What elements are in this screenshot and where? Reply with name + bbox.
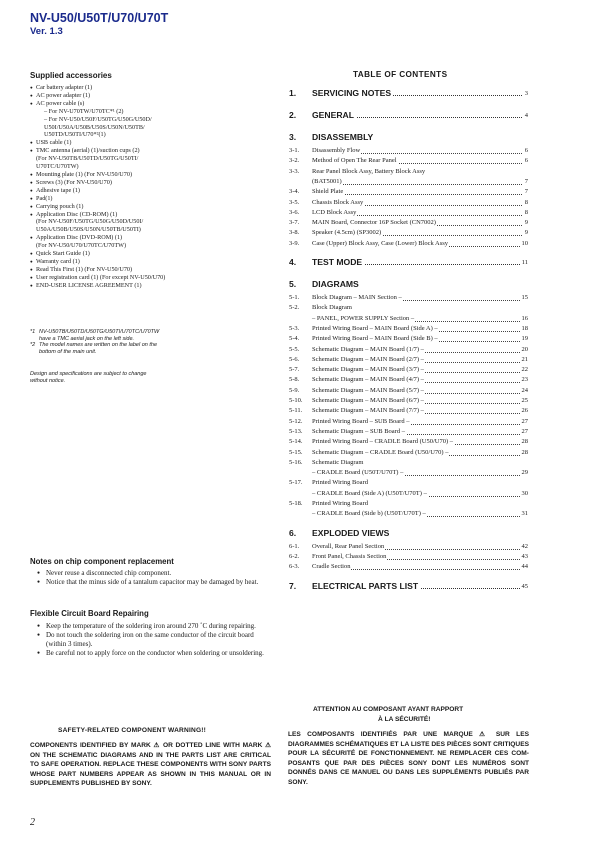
- toc-entry[interactable]: [289, 428, 528, 438]
- toc-entry-title: Front Panel, Chassis Section: [312, 552, 387, 560]
- toc-entry-number: 5-6.: [289, 355, 300, 363]
- footnote-1-mark: *1: [30, 329, 36, 335]
- toc-entry-title: Case (Upper) Block Assy, Case (Lower) Block Assy: [312, 239, 449, 247]
- toc-entry-number: 3-3.: [289, 167, 300, 175]
- accessory-line: (For NV-U50/U70/U70TC/U70TW): [36, 242, 126, 250]
- toc-entry[interactable]: [289, 199, 528, 209]
- toc-entry-title: Schematic Diagram – CRADLE Board (U50/U70) –: [312, 448, 449, 456]
- toc-entry[interactable]: [289, 157, 528, 167]
- toc-section[interactable]: [289, 88, 528, 100]
- toc-section-number: 5.: [289, 279, 297, 289]
- safety-warning-heading: SAFETY-RELATED COMPONENT WARNING!!: [58, 727, 207, 734]
- toc-entry-title: – PANEL, POWER SUPPLY Section –: [312, 314, 415, 322]
- accessory-line: ● Mounting plate (1) (For NV-U50/U70): [30, 171, 260, 179]
- toc-entry[interactable]: [289, 500, 528, 510]
- toc-entry-title: Chassis Block Assy: [312, 198, 364, 206]
- toc-entry[interactable]: [289, 397, 528, 407]
- toc-entry[interactable]: [289, 469, 528, 479]
- toc-entry-title: Schematic Diagram – MAIN Board (1/7) –: [312, 345, 424, 353]
- toc-entry-number: 5-12.: [289, 417, 303, 425]
- toc-entry-title: Schematic Diagram: [312, 458, 364, 466]
- toc-entry-page: 8: [524, 198, 528, 206]
- toc-entry-number: 5-15.: [289, 448, 303, 456]
- flex-board-heading: Flexible Circuit Board Repairing: [30, 609, 149, 618]
- accessory-line: ● Application Disc (CD-ROM) (1): [30, 211, 260, 219]
- toc-entry-page: 43: [521, 552, 528, 560]
- toc-entry-title: Block Diagram: [312, 304, 352, 312]
- accessory-line: U50TD/U50TI/U70*²(1): [44, 131, 106, 139]
- chip-notes-heading: Notes on chip component replacement: [30, 557, 174, 566]
- toc-section-title: ELECTRICAL PARTS LIST: [312, 580, 419, 591]
- accessory-line: – For NV-U70TW/U70TC*¹ (2): [44, 107, 124, 115]
- chip-note-item: ● Never reuse a disconnected chip component.: [34, 569, 270, 578]
- accessories-heading: Supplied accessories: [30, 71, 112, 80]
- toc-entry-number: 5-7.: [289, 366, 300, 374]
- toc-section[interactable]: [289, 528, 528, 540]
- toc-entry-number: 3-4.: [289, 188, 300, 196]
- toc-entry-page: 27: [521, 427, 528, 435]
- footnote-1-line-2: have a TMC aerial jack on the left side.: [39, 335, 135, 342]
- toc-entry-number: 5-17.: [289, 479, 303, 487]
- toc-entry-page: 27: [521, 417, 528, 425]
- accessory-line: ● AC power adapter (1): [30, 92, 260, 100]
- toc-entry-page: 8: [524, 208, 528, 216]
- toc-entry-page: 7: [524, 188, 528, 196]
- toc-section-number: 3.: [289, 132, 297, 142]
- toc-entry-title: Schematic Diagram – MAIN Board (2/7) –: [312, 355, 424, 363]
- accessory-line: U70TC/U70TW): [36, 163, 79, 171]
- toc-section-number: 2.: [289, 110, 297, 120]
- toc-entry[interactable]: [289, 418, 528, 428]
- toc-entry-page: 25: [521, 397, 528, 404]
- toc-entry-page: 30: [521, 489, 528, 497]
- toc-entry[interactable]: [289, 356, 528, 366]
- toc-entry-title: MAIN Board, Connector 16P Socket (CN7002): [312, 219, 436, 227]
- toc-section[interactable]: [289, 132, 528, 144]
- accessory-line: ● Carrying pouch (1): [30, 203, 260, 211]
- accessory-line: ● Car battery adapter (1): [30, 84, 260, 92]
- toc-entry[interactable]: [289, 543, 528, 553]
- toc-entry[interactable]: [289, 188, 528, 198]
- page-number: 2: [30, 817, 35, 828]
- toc-entry-title: Speaker (4.5cm) (SP3002): [312, 229, 382, 237]
- toc-entry-page: 6: [524, 157, 528, 165]
- toc-entry-title: Block Diagram – MAIN Section –: [312, 294, 402, 301]
- toc-entry-title: Schematic Diagram – MAIN Board (4/7) –: [312, 376, 424, 384]
- toc-entry-title: – CRADLE Board (U50T/U70T) –: [312, 469, 404, 477]
- toc-entry-page: 22: [521, 366, 528, 374]
- toc-entry-title: – CRADLE Board (Side b) (U50T/U70T) –: [312, 510, 426, 518]
- toc-section[interactable]: [289, 257, 528, 269]
- toc-entry-page: 6: [524, 147, 528, 154]
- safety-warning-fr-text: LES COMPOSANTS IDENTIFIÉS PAR UNE MARQUE ⚠ SUR LES DIAGRAMMES SCHÉMATIQUES ET LA LISTE DES PIÈCES SONT CRITIQUES POUR LA SÉCURITÉ DE FONCTIONNEMENT. NE REMPLACER CES COM- POSANTS QUE PAR DES PIÈCES SONY DONT LES NUMÉROS SONT DONNÉS DANS CE MANUEL OU DANS LES SUPPLÉMENTS PUBLIÉS PAR SONY.: [288, 731, 529, 786]
- toc-section-title: SERVICING NOTES: [312, 88, 392, 98]
- footnote-1-line-1: NV-U50TB/U50TD/U50TG/U50TI/U70TC/U70TW: [39, 329, 160, 335]
- toc-entry[interactable]: [289, 304, 528, 314]
- toc-entry[interactable]: [289, 438, 528, 448]
- toc-entry-page: 9: [524, 219, 528, 227]
- design-note: [30, 371, 230, 384]
- toc-entry-title: Schematic Diagram – MAIN Board (7/7) –: [312, 407, 424, 415]
- toc-entry[interactable]: [289, 219, 528, 229]
- toc-entry-title: Printed Wiring Board: [312, 500, 368, 507]
- toc-entry[interactable]: [289, 335, 528, 345]
- toc-entry-title: Printed Wiring Board – SUB Board –: [312, 417, 410, 425]
- toc-entry[interactable]: [289, 240, 528, 250]
- toc-entry-title: Schematic Diagram – MAIN Board (6/7) –: [312, 397, 424, 404]
- toc-entry-page: 23: [521, 376, 528, 384]
- toc-entry-number: 3-9.: [289, 239, 300, 247]
- toc-entry-number: 5-4.: [289, 335, 300, 343]
- toc-entry-number: 3-5.: [289, 198, 300, 206]
- toc-entry-page: 10: [521, 239, 528, 247]
- toc-entry-page: 16: [521, 314, 528, 322]
- toc-entry[interactable]: [289, 209, 528, 219]
- toc-entry-title: Overall, Rear Panel Section: [312, 542, 385, 550]
- toc-entry[interactable]: [289, 168, 528, 178]
- toc-entry-number: 6-3.: [289, 563, 300, 571]
- toc-entry[interactable]: [289, 449, 528, 459]
- toc-section-number: 7.: [289, 580, 297, 591]
- toc-entry-number: 5-2.: [289, 304, 300, 312]
- toc-entry[interactable]: [289, 229, 528, 239]
- toc-section-title: EXPLODED VIEWS: [312, 527, 390, 538]
- footnote-2-mark: *2: [30, 342, 36, 348]
- toc-entry[interactable]: [289, 510, 528, 520]
- toc-entry-page: 9: [524, 229, 528, 237]
- accessory-line: ● USB cable (1): [30, 139, 260, 147]
- footnote-2: [30, 342, 265, 355]
- toc-entry-number: 3-6.: [289, 208, 300, 216]
- toc-entry-number: 5-1.: [289, 294, 300, 301]
- toc-leader: [312, 194, 528, 195]
- accessory-line: ● TMC antenna (aerial) (1)/suction cups (2): [30, 147, 260, 155]
- footnote-2-line-1: The model names are written on the label on the: [39, 342, 158, 348]
- toc-heading: TABLE OF CONTENTS: [353, 70, 448, 79]
- toc-section-page: 4: [524, 112, 528, 119]
- accessory-line: ● Pad(1): [30, 195, 260, 203]
- toc-entry-page: 44: [521, 563, 528, 571]
- toc-entry-page: 31: [521, 510, 528, 518]
- toc-section[interactable]: [289, 581, 528, 593]
- accessory-line: ● Quick Start Guide (1): [30, 250, 260, 258]
- version-label: Ver. 1.3: [30, 26, 63, 37]
- toc-entry-title: Method of Open The Rear Panel: [312, 157, 397, 165]
- accessory-line: (For NV-U50F/U50TG/U50G/U50D/U50I/: [36, 218, 144, 226]
- accessory-line: ● User registration card (1) (For except NV-U50/U70): [30, 274, 260, 282]
- accessory-line: ● END-USER LICENSE AGREEMENT (1): [30, 282, 260, 290]
- toc-entry[interactable]: [289, 346, 528, 356]
- flex-board-item: ● Do not touch the soldering iron on the same conductor of the circuit board (within 3 times).: [34, 631, 274, 649]
- toc-entry-number: 6-2.: [289, 552, 300, 560]
- toc-entry[interactable]: [289, 366, 528, 376]
- toc-entry-title: LCD Block Assy: [312, 208, 357, 216]
- toc-entry-page: 26: [521, 407, 528, 415]
- toc-section-number: 4.: [289, 257, 297, 267]
- toc-entry[interactable]: [289, 387, 528, 397]
- flex-board-item: ● Be careful not to apply force on the conductor when soldering or unsoldering.: [34, 649, 274, 658]
- flex-board-item: ● Keep the temperature of the soldering iron around 270 ˚C during repairing.: [34, 622, 274, 631]
- toc-entry-title: Printed Wiring Board – MAIN Board (Side A) –: [312, 324, 438, 332]
- toc-section-page: 3: [524, 90, 528, 97]
- toc-entry-number: 5-10.: [289, 397, 303, 404]
- toc-section-title: DISASSEMBLY: [312, 132, 374, 142]
- toc-entry-number: 5-9.: [289, 386, 300, 394]
- toc-entry-page: 21: [521, 355, 528, 363]
- toc-entry-title: (BAT5001): [312, 177, 342, 185]
- toc-entry-number: 5-16.: [289, 458, 303, 466]
- toc-entry-number: 5-18.: [289, 500, 303, 507]
- toc-entry-page: 28: [521, 438, 528, 446]
- toc-entry-page: 24: [521, 386, 528, 394]
- footnote-2-line-2: bottom of the main unit.: [39, 348, 97, 355]
- toc-leader: [312, 184, 528, 185]
- toc-entry-number: 3-2.: [289, 157, 300, 165]
- design-note-line-1: Design and specifications are subject to change: [30, 371, 147, 377]
- toc-entry-page: 28: [521, 448, 528, 456]
- toc-entry[interactable]: [289, 178, 528, 188]
- toc-entry-number: 5-3.: [289, 324, 300, 332]
- toc-entry[interactable]: [289, 563, 528, 573]
- footnotes: [30, 329, 265, 355]
- toc-entry-number: 5-13.: [289, 427, 303, 435]
- toc-entry-number: 5-8.: [289, 376, 300, 384]
- chip-notes-list: [34, 569, 270, 587]
- toc-entry-title: Schematic Diagram – MAIN Board (3/7) –: [312, 366, 424, 374]
- footnote-1: [30, 329, 265, 342]
- chip-note-item: ● Notice that the minus side of a tantalum capacitor may be damaged by heat.: [34, 578, 270, 587]
- toc-entry-number: 5-14.: [289, 438, 303, 446]
- toc-entry[interactable]: [289, 325, 528, 335]
- toc-section-page: 45: [521, 582, 528, 590]
- toc-entry-number: 3-7.: [289, 219, 300, 227]
- safety-warning-fr-heading: ATTENTION AU COMPOSANT AYANT RAPPORT: [313, 706, 464, 713]
- toc-entry-page: 7: [524, 177, 528, 185]
- toc-section-title: TEST MODE: [312, 257, 363, 267]
- toc-entry-title: Schematic Diagram – MAIN Board (5/7) –: [312, 386, 424, 394]
- accessories-list: [30, 84, 260, 290]
- toc-entry[interactable]: [289, 147, 528, 157]
- toc-entry[interactable]: [289, 479, 528, 489]
- toc-entry-page: 20: [521, 345, 528, 353]
- toc-section-number: 6.: [289, 527, 297, 538]
- toc-entry-page: 29: [521, 469, 528, 477]
- accessory-line: U50A/U50B/U50S/U50N/U50TB/U50TI): [36, 226, 141, 234]
- toc-entry-title: Schematic Diagram – SUB Board –: [312, 427, 405, 435]
- toc-entry-title: Rear Panel Block Assy, Battery Block Assy: [312, 167, 426, 175]
- toc-entry-number: 3-1.: [289, 147, 300, 154]
- accessory-line: ● Read This First (1) (For NV-U50/U70): [30, 266, 260, 274]
- safety-warning-fr-heading-2: À LA SÉCURITÉ!: [378, 716, 431, 723]
- toc-entry-title: Shield Plate: [312, 188, 344, 196]
- toc-entry[interactable]: [289, 490, 528, 500]
- toc-entry-number: 6-1.: [289, 542, 300, 550]
- toc-entry-title: – CRADLE Board (Side A) (U50T/U70T) –: [312, 489, 427, 497]
- toc-entry-number: 5-5.: [289, 345, 300, 353]
- toc-entry-page: 19: [521, 335, 528, 343]
- accessory-line: ● AC power cable (s): [30, 100, 260, 108]
- accessory-line: – For NV-U50/U50F/U50TG/U50G/U50D/: [44, 115, 152, 123]
- accessory-line: ● Warranty card (1): [30, 258, 260, 266]
- toc-entry-title: Printed Wiring Board – MAIN Board (Side B) –: [312, 335, 438, 343]
- toc-entry[interactable]: [289, 459, 528, 469]
- accessory-line: (For NV-U50TB/U50TD/U50TG/U50TI/: [36, 155, 139, 163]
- toc-entry-title: Printed Wiring Board – CRADLE Board (U50/U70) –: [312, 438, 453, 446]
- accessory-line: ● Application Disc (DVD-ROM) (1): [30, 234, 260, 242]
- toc-entry-title: Cradle Section: [312, 563, 351, 571]
- design-note-line-2: without notice.: [30, 377, 66, 384]
- toc-section[interactable]: [289, 279, 528, 291]
- toc-entry[interactable]: [289, 315, 528, 325]
- toc-section-page: 11: [521, 259, 528, 266]
- toc-entry[interactable]: [289, 407, 528, 417]
- toc-entry[interactable]: [289, 376, 528, 386]
- accessory-line: ● Screws (3) (For NV-U50/U70): [30, 179, 260, 187]
- toc-entry-title: Disassembly Flow: [312, 147, 361, 154]
- toc-section-title: DIAGRAMS: [312, 279, 359, 289]
- flex-board-list: [34, 622, 274, 658]
- toc-section-title: GENERAL: [312, 110, 355, 120]
- toc-entry-number: 3-8.: [289, 229, 300, 237]
- toc-entry-page: 15: [521, 294, 528, 301]
- accessory-line: U50I/U50A/U50B/U50S/U50N/U50TB/: [44, 123, 145, 131]
- toc-section-number: 1.: [289, 88, 297, 98]
- toc-entry-page: 42: [521, 542, 528, 550]
- toc-entry[interactable]: [289, 553, 528, 563]
- model-title: NV-U50/U50T/U70/U70T: [30, 11, 169, 25]
- toc-entry[interactable]: [289, 294, 528, 304]
- toc-entry-page: 18: [521, 324, 528, 332]
- toc-entry-title: Printed Wiring Board: [312, 479, 368, 487]
- accessory-line: ● Adhesive tape (1): [30, 187, 260, 195]
- safety-warning-text: COMPONENTS IDENTIFIED BY MARK ⚠ OR DOTTED LINE WITH MARK ⚠ ON THE SCHEMATIC DIAGRAMS AND IN THE PARTS LIST ARE CRITICAL TO SAFE OPERATION. REPLACE THESE COMPONENTS WITH SONY PARTS WHOSE PART NUMBERS APPEAR AS SHOWN IN THIS MANUAL OR IN SUPPLEMENTS PUBLISHED BY SONY.: [30, 742, 271, 788]
- toc-entry-number: 5-11.: [289, 407, 303, 415]
- toc-section[interactable]: [289, 110, 528, 122]
